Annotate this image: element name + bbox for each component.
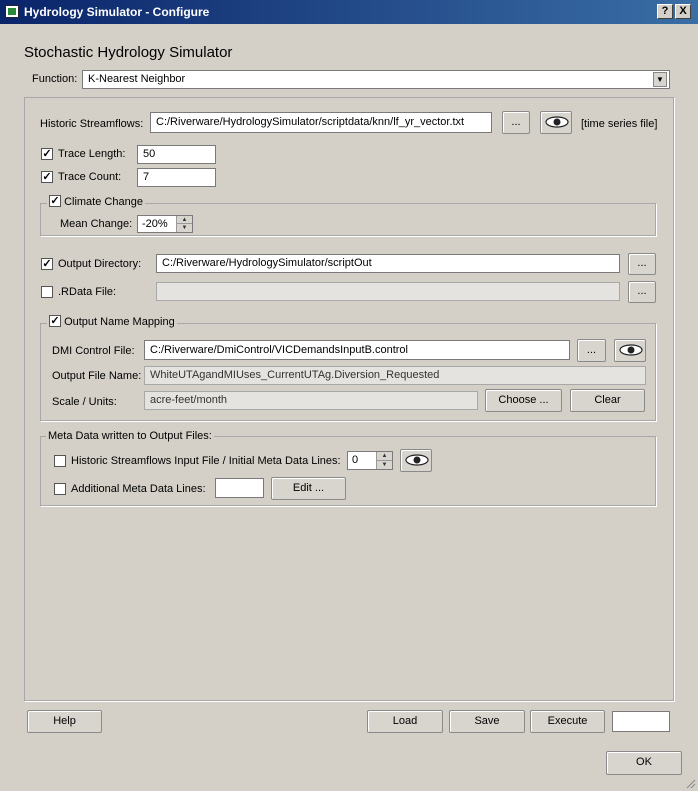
scale-units-label: Scale / Units: (52, 396, 117, 408)
help-button[interactable]: Help (27, 710, 102, 733)
initial-meta-label: Historic Streamflows Input File / Initial Meta Data Lines: (71, 455, 341, 467)
trace-length-label: Trace Length: (58, 148, 126, 160)
streamflows-browse-button[interactable]: ... (502, 111, 530, 134)
climate-change-label: Climate Change (64, 196, 143, 208)
additional-meta-input[interactable] (215, 478, 264, 498)
trace-count-checkbox[interactable]: ✓ (42, 171, 52, 183)
dmi-control-view-button[interactable] (614, 339, 646, 362)
eye-icon (617, 344, 645, 356)
dmi-control-input[interactable]: C:/Riverware/DmiControl/VICDemandsInputB.control (144, 340, 570, 360)
trace-length-checkbox[interactable]: ✓ (42, 148, 52, 160)
spin-up-icon[interactable]: ▲ (377, 452, 392, 461)
dmi-control-label: DMI Control File: (52, 345, 135, 357)
initial-meta-value: 0 (352, 454, 359, 466)
streamflows-label: Historic Streamflows: (40, 118, 144, 130)
chevron-down-icon[interactable]: ▼ (653, 72, 667, 87)
spin-up-icon[interactable]: ▲ (177, 216, 192, 224)
ok-button[interactable]: OK (606, 751, 682, 775)
function-label: Function: (32, 73, 78, 85)
output-name-mapping-label: Output Name Mapping (64, 316, 175, 328)
output-directory-label: Output Directory: (58, 258, 142, 270)
rdata-browse-button[interactable]: ... (628, 281, 656, 303)
resize-grip-icon[interactable] (684, 777, 696, 789)
mean-change-spinbox[interactable] (137, 215, 193, 233)
climate-change-checkbox[interactable]: ✓ (50, 195, 60, 208)
dmi-control-browse-button[interactable]: ... (577, 339, 606, 362)
streamflows-note: [time series file] (581, 118, 658, 130)
initial-meta-spin-buttons[interactable] (376, 452, 392, 469)
output-file-name-label: Output File Name: (52, 370, 142, 382)
output-directory-browse-button[interactable]: ... (628, 253, 656, 275)
additional-meta-checkbox[interactable] (54, 483, 66, 495)
close-button[interactable]: X (675, 4, 691, 19)
streamflows-input[interactable]: C:/Riverware/HydrologySimulator/scriptdata/knn/lf_yr_vector.txt (150, 112, 492, 133)
spin-down-icon[interactable]: ▼ (181, 225, 188, 231)
choose-units-button[interactable]: Choose ... (485, 389, 562, 412)
load-button[interactable]: Load (367, 710, 443, 733)
trace-length-input[interactable]: 50 (137, 145, 216, 164)
output-name-mapping-header (47, 316, 177, 328)
clear-units-button[interactable]: Clear (570, 389, 645, 412)
rdata-input[interactable] (156, 282, 620, 301)
page-title: Stochastic Hydrology Simulator (24, 44, 233, 61)
mean-change-label: Mean Change: (60, 218, 133, 230)
initial-meta-spinbox[interactable] (347, 451, 393, 470)
app-icon (5, 5, 19, 18)
save-button[interactable]: Save (449, 710, 525, 733)
title-bar (0, 0, 698, 24)
meta-view-button[interactable] (400, 449, 432, 472)
spin-down-icon[interactable]: ▼ (381, 461, 388, 468)
help-title-button[interactable]: ? (657, 4, 673, 19)
output-file-name-value: WhiteUTAgandMIUses_CurrentUTAg.Diversion_Requested (144, 366, 646, 385)
initial-meta-checkbox[interactable] (54, 455, 66, 467)
edit-meta-button[interactable]: Edit ... (271, 477, 346, 500)
meta-data-group (40, 436, 656, 506)
mean-change-spin-buttons[interactable] (176, 216, 192, 232)
status-field (612, 711, 670, 732)
trace-count-input[interactable]: 7 (137, 168, 216, 187)
output-directory-input[interactable]: C:/Riverware/HydrologySimulator/scriptOut (156, 254, 620, 273)
climate-change-header (47, 196, 145, 208)
function-select-value: K-Nearest Neighbor (88, 73, 186, 85)
rdata-checkbox[interactable] (41, 286, 53, 298)
additional-meta-label: Additional Meta Data Lines: (71, 483, 206, 495)
output-name-mapping-checkbox[interactable]: ✓ (50, 315, 60, 328)
trace-count-label: Trace Count: (58, 171, 122, 183)
meta-data-title: Meta Data written to Output Files: (48, 430, 212, 442)
output-directory-checkbox[interactable]: ✓ (42, 258, 52, 270)
mean-change-value: -20% (142, 218, 168, 230)
streamflows-view-button[interactable] (540, 111, 572, 134)
window-title: Hydrology Simulator - Configure (24, 5, 210, 19)
eye-icon (543, 116, 571, 128)
rdata-label: .RData File: (58, 286, 117, 298)
execute-button[interactable]: Execute (530, 710, 605, 733)
eye-icon (403, 454, 431, 466)
scale-units-value: acre-feet/month (144, 391, 478, 410)
function-select[interactable] (82, 70, 670, 89)
